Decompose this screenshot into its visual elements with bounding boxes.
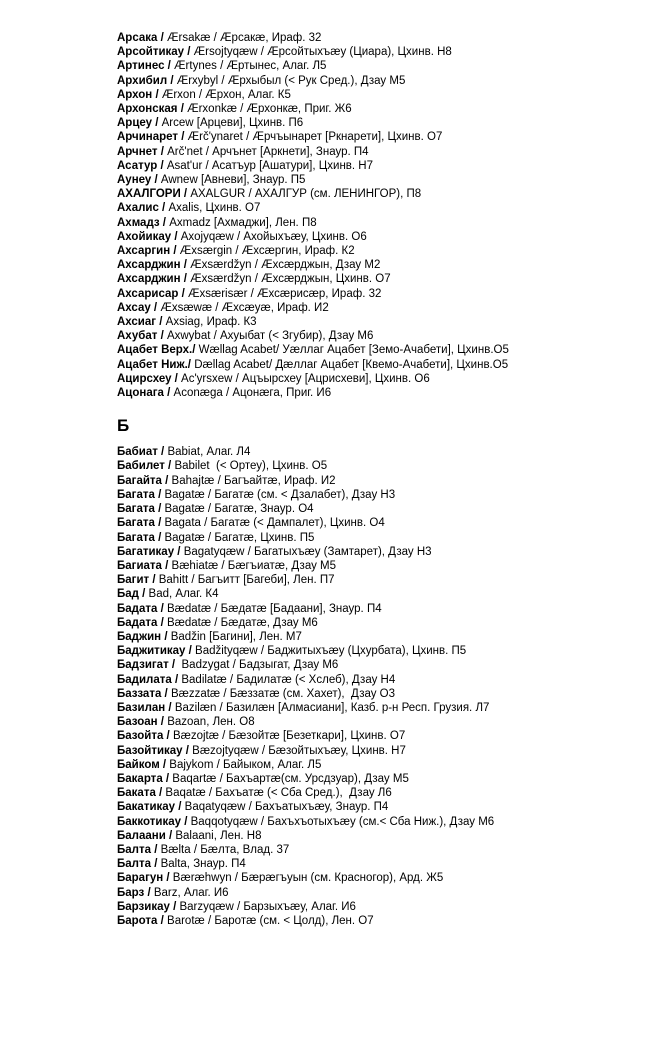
entry-row <box>117 673 636 687</box>
entry-headword: Балта / <box>117 843 158 856</box>
entry-row <box>117 630 636 644</box>
entry-row <box>117 758 636 772</box>
entry-headword: Арчнет / <box>117 145 164 158</box>
entry-details: Axwybat / Ахуыбат (< Згубир), Дзау М6 <box>163 330 374 343</box>
entry-headword: Баджин / <box>117 630 168 643</box>
entry-row <box>117 488 636 502</box>
entry-details: Awnew [Авневи], Знаур. П5 <box>157 174 306 187</box>
entry-row <box>117 272 636 286</box>
entry-headword: Арцеу / <box>117 117 159 130</box>
entry-details: Bagata / Багатæ (< Дампалет), Цхинв. О4 <box>161 517 385 530</box>
entry-details: Badžin [Багини], Лен. М7 <box>167 630 302 643</box>
entry-headword: Базоан / <box>117 716 164 729</box>
entry-row <box>117 602 636 616</box>
entry-details: Bagatæ / Багатæ, Цхинв. П5 <box>161 531 315 544</box>
entry-row <box>117 516 636 530</box>
entry-row <box>117 216 636 230</box>
entry-headword: Бад / <box>117 588 146 601</box>
entry-details: Bajykom / Байыком, Алаг. Л5 <box>166 758 322 771</box>
entry-row <box>117 914 636 928</box>
entry-headword: Баккотикау / <box>117 815 188 828</box>
entry-details: Bæzzatæ / Бæззатæ (см. Хахет), Дзау О3 <box>167 687 396 700</box>
entry-headword: Ахсау / <box>117 301 158 314</box>
entry-headword: Бабилет / <box>117 460 172 473</box>
entry-details: Axojyqæw / Ахойыхъæу, Цхинв. О6 <box>177 230 367 243</box>
entry-row <box>117 287 636 301</box>
entry-headword: Ахсарисар / <box>117 287 185 300</box>
entry-row <box>117 687 636 701</box>
entry-headword: Бадилата / <box>117 673 179 686</box>
section-letter-header: Б <box>117 416 130 436</box>
entry-headword: Багата / <box>117 517 162 530</box>
entry-details: Balaani, Лен. Н8 <box>172 829 262 842</box>
entry-headword: Ацонага / <box>117 387 171 400</box>
entry-row <box>117 358 636 372</box>
entry-details: Baqatyqæw / Бахъатыхъæу, Знаур. П4 <box>181 801 389 814</box>
entry-details: Arč'net / Арчънет [Аркнети], Знаур. П4 <box>163 145 369 158</box>
entry-row <box>117 701 636 715</box>
entry-details: Bæzojtyqæw / Бæзойтыхъæу, Цхинв. Н7 <box>188 744 406 757</box>
entry-details: Ærxon / Æрхон, Алаг. К5 <box>158 88 291 101</box>
entry-details: Ærxonkæ / Æрхонкæ, Приг. Ж6 <box>183 103 352 116</box>
entry-details: Arcew [Арцеви], Цхинв. П6 <box>158 117 304 130</box>
entry-headword: Ахойикау / <box>117 230 178 243</box>
entry-headword: Бадата / <box>117 602 164 615</box>
entry-headword: Архонская / <box>117 103 184 116</box>
entry-details: Ærsakæ / Æрсакæ, Ираф. 32 <box>163 32 322 44</box>
entry-details: Ac'yrsxew / Ацъырсхеу [Ацрисхеви], Цхинв. О6 <box>177 372 430 385</box>
entry-headword: Ахмадз / <box>117 216 166 229</box>
entry-details: Badžityqæw / Баджитыхъæу (Цхурбата), Цхинв. П5 <box>191 645 467 658</box>
entry-details: Bad, Алаг. К4 <box>145 588 219 601</box>
entry-headword: Арсойтикау / <box>117 46 191 59</box>
entry-headword: Базилан / <box>117 701 172 714</box>
entry-details: Ærtynes / Æртынес, Алаг. Л5 <box>170 60 327 73</box>
entry-headword: Артинес / <box>117 60 171 73</box>
entry-row <box>117 45 636 59</box>
entry-row <box>117 729 636 743</box>
entry-row <box>117 900 636 914</box>
entry-headword: Багата / <box>117 503 162 516</box>
entry-row <box>117 531 636 545</box>
entry-headword: Арсака / <box>117 32 164 44</box>
entry-details: Wællag Acabet/ Уæллаг Ацабет [Земо-Ачабети], Цхинв.О5 <box>195 344 509 357</box>
entry-row <box>117 829 636 843</box>
entry-row <box>117 644 636 658</box>
entry-row <box>117 88 636 102</box>
entry-details: Bædatæ / Бæдатæ [Бадаани], Знаур. П4 <box>163 602 382 615</box>
entry-row <box>117 616 636 630</box>
entry-headword: Байком / <box>117 758 167 771</box>
entry-details: Barz, Алаг. И6 <box>150 886 229 899</box>
entry-details: Badzygat / Бадзыгат, Дзау М6 <box>175 659 339 672</box>
entry-row <box>117 145 636 159</box>
entry-details: Æxsæwæ / Æхсæуæ, Ираф. И2 <box>157 301 329 314</box>
entry-details: Babiat, Алаг. Л4 <box>164 446 251 459</box>
entry-headword: Барота / <box>117 914 164 927</box>
entry-headword: Багиата / <box>117 559 169 572</box>
entry-headword: Асатур / <box>117 159 164 172</box>
entry-headword: Багата / <box>117 531 162 544</box>
entry-row <box>117 815 636 829</box>
entry-row <box>117 173 636 187</box>
entry-headword: Ацирсхеу / <box>117 372 178 385</box>
entry-headword: Архон / <box>117 88 159 101</box>
entry-details: Æxsærdžyn / Æхсæрджын, Цхинв. О7 <box>186 273 391 286</box>
entry-row <box>117 159 636 173</box>
entry-headword: Бадзигат / <box>117 659 176 672</box>
entry-headword: Ахсарджин / <box>117 259 187 272</box>
entry-row <box>117 459 636 473</box>
entry-row <box>117 474 636 488</box>
entry-headword: Барз / <box>117 886 151 899</box>
entry-details: Bæræhwyn / Бæрæгъуын (см. Красногор), Ард. Ж5 <box>169 872 444 885</box>
entry-row <box>117 31 636 45</box>
entry-details: Bælta / Бæлта, Влад. 37 <box>157 843 290 856</box>
entry-row <box>117 857 636 871</box>
entry-details: Dællag Acabet/ Дæллаг Ацабет [Квемо-Ачабети], Цхинв.О5 <box>191 358 509 371</box>
entry-details: Badilatæ / Бадилатæ (< Хслеб), Дзау Н4 <box>178 673 396 686</box>
entry-headword: Багит / <box>117 574 156 587</box>
entry-row <box>117 244 636 258</box>
entry-headword: Баката / <box>117 787 163 800</box>
entry-row <box>117 772 636 786</box>
entry-details: Bæzojtæ / Бæзойтæ [Безеткари], Цхинв. О7 <box>169 730 406 743</box>
entry-details: Aconæga / Ацонæга, Приг. И6 <box>170 387 332 400</box>
entry-details: Bahitt / Багъитт [Багеби], Лен. П7 <box>155 574 335 587</box>
entry-row <box>117 502 636 516</box>
entry-details: Bazilæn / Базилæн [Алмасиани], Казб. р-н Респ. Грузия. Л7 <box>171 701 490 714</box>
entry-details: Æxsærisær / Æхсæрисæр, Ираф. 32 <box>184 287 382 300</box>
entry-details: Æxsærdžyn / Æхсæрджын, Дзау М2 <box>186 259 381 272</box>
entry-headword: Аунеу / <box>117 174 158 187</box>
entry-headword: Багатикау / <box>117 545 181 558</box>
entry-row <box>117 329 636 343</box>
entry-details: Æxsærgin / Æхсæргин, Ираф. К2 <box>176 245 355 258</box>
entry-details: Barotæ / Баротæ (см. < Цолд), Лен. О7 <box>163 914 374 927</box>
entry-headword: Барзикау / <box>117 900 177 913</box>
entry-row <box>117 786 636 800</box>
entry-row <box>117 658 636 672</box>
entry-row <box>117 201 636 215</box>
entry-headword: АХАЛГОРИ / <box>117 188 188 201</box>
entry-details: Ærsojtyqæw / Æрсойтыхъæу (Циара), Цхинв. Н8 <box>190 46 452 59</box>
entry-details: Bazoan, Лен. О8 <box>164 716 255 729</box>
entry-headword: Баджитикау / <box>117 645 192 658</box>
entry-headword: Ахалис / <box>117 202 166 215</box>
entry-details: Asat'ur / Асатъур [Ашатури], Цхинв. Н7 <box>163 159 374 172</box>
entry-details: Barzyqæw / Барзыхъæу, Алаг. И6 <box>176 900 356 913</box>
entry-headword: Арчинарет / <box>117 131 185 144</box>
entry-row <box>117 258 636 272</box>
entry-details: Balta, Знаур. П4 <box>157 858 246 871</box>
entry-details: Ærč'ynaret / Æрчъынарет [Ркнарети], Цхинв. О7 <box>184 131 443 144</box>
entry-details: Bagatyqæw / Багатыхъæу (Замтарет), Дзау Н3 <box>180 545 432 558</box>
entry-details: Axalis, Цхинв. О7 <box>165 202 261 215</box>
entry-details: Axmadz [Ахмаджи], Лен. П8 <box>166 216 317 229</box>
entry-row <box>117 187 636 201</box>
entry-row <box>117 230 636 244</box>
entry-headword: Ацабет Верх./ <box>117 344 196 357</box>
entry-details: Baqatæ / Бахъатæ (< Сба Сред.), Дзау Л6 <box>162 787 392 800</box>
entry-headword: Базойта / <box>117 730 170 743</box>
entries-list <box>117 31 636 928</box>
entry-headword: Багата / <box>117 488 162 501</box>
entry-row <box>117 74 636 88</box>
entry-row <box>117 886 636 900</box>
entry-details: AXALGUR / АХАЛГУР (см. ЛЕНИНГОР), П8 <box>187 188 422 201</box>
entry-headword: Баззата / <box>117 687 168 700</box>
entry-row <box>117 800 636 814</box>
entry-row <box>117 59 636 73</box>
entry-row <box>117 130 636 144</box>
entry-row <box>117 843 636 857</box>
entry-details: Bæhiatæ / Бæгъиатæ, Дзау М5 <box>168 559 337 572</box>
entry-row <box>117 445 636 459</box>
entry-headword: Архибил / <box>117 74 174 87</box>
entry-row <box>117 744 636 758</box>
entry-row <box>117 343 636 357</box>
entry-headword: Базойтикау / <box>117 744 189 757</box>
entry-details: Ærxybyl / Æрхыбыл (< Рук Сред.), Дзау М5 <box>173 74 406 87</box>
entry-row <box>117 587 636 601</box>
entry-headword: Бадата / <box>117 616 164 629</box>
entry-headword: Барагун / <box>117 872 170 885</box>
entry-details: Babilet (< Ортеу), Цхинв. О5 <box>171 460 328 473</box>
entry-row <box>117 102 636 116</box>
entry-headword: Ахсарджин / <box>117 273 187 286</box>
entry-headword: Ахубат / <box>117 330 164 343</box>
entry-headword: Ахсаргин / <box>117 245 177 258</box>
entry-details: Bagatæ / Багатæ, Знаур. О4 <box>161 503 314 516</box>
entry-headword: Багайта / <box>117 474 169 487</box>
entry-details: Baqqotyqæw / Бахъхъотыхъæу (см.< Сба Ниж.), Дзау М6 <box>187 815 495 828</box>
entry-headword: Балаани / <box>117 829 173 842</box>
entry-row <box>117 871 636 885</box>
entry-headword: Бабиат / <box>117 446 165 459</box>
entry-row <box>117 386 636 400</box>
entry-row <box>117 573 636 587</box>
entry-headword: Бакатикау / <box>117 801 182 814</box>
entry-row <box>117 559 636 573</box>
entry-headword: Бакарта / <box>117 772 170 785</box>
entry-details: Baqartæ / Бахъартæ(см. Урсдзуар), Дзау М5 <box>169 772 409 785</box>
entry-details: Axsiag, Ираф. К3 <box>162 316 257 329</box>
entry-details: Bahajtæ / Багъайтæ, Ираф. И2 <box>168 474 336 487</box>
entry-row <box>117 301 636 315</box>
entry-row <box>117 116 636 130</box>
entry-headword: Ацабет Ниж./ <box>117 358 192 371</box>
entry-row <box>117 715 636 729</box>
entry-headword: Балта / <box>117 858 158 871</box>
entry-row <box>117 372 636 386</box>
entry-headword: Ахсиаг / <box>117 316 163 329</box>
entry-details: Bagatæ / Багатæ (см. < Дзалабет), Дзау Н3 <box>161 488 396 501</box>
entry-row <box>117 545 636 559</box>
entry-row <box>117 315 636 329</box>
entry-details: Bædatæ / Бæдатæ, Дзау М6 <box>163 616 318 629</box>
